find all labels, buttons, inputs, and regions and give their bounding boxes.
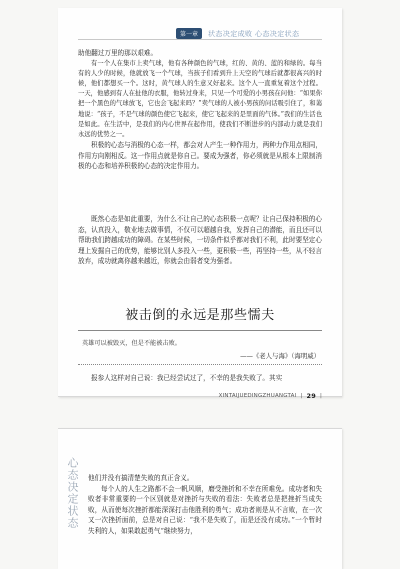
section-title: 被击倒的永远是那些懦夫 — [125, 308, 275, 323]
body-text — [88, 473, 322, 537]
epigraph-quote: 英雄可以被毁灭，但是不能被击败。 — [82, 340, 181, 347]
paragraph: 报参人这样对自己说：我已经尝试过了，不幸的是我失败了。其实 — [91, 374, 283, 382]
page-number: 29 — [306, 392, 316, 400]
paragraph: 既然心态是如此重要，为什么不让自己的心态积极一点呢？让自己保持积极的心态，认真投入，敬业地去做事情，不仅可以超越自我，发挥自己的潜能，而且还可以帮助我们跨越成功的障碍。在某些时候，一切条件似乎都对我们不利，此时要坚定心理上发掘自己的优势，能够比别人多投入一些，更积极一些，再坚持一些，从不轻言放弃，成功就离你越来越近，你就会由弱者变为强者。 — [78, 215, 322, 266]
footer-running-text: XINTAIJUEDINGZHUANGTAI — [218, 393, 297, 399]
book-page-29 — [58, 8, 342, 400]
divider — [78, 364, 322, 365]
chapter-badge: 第一章 — [176, 28, 202, 39]
body-text — [78, 214, 322, 267]
paragraph: 有一个人在集市上卖气球，他有各种颜色的气球，红的、黄的、蓝的和绿的。每当有的人少的时候，他就放飞一个气球，当孩子们看到升上天空的气球后就都很高兴的时候，他们都想买一个。这时，黄气球人的生意又好起来。这个人一直重复着这个过程。一天，他感到有人在扯他的衣服，他转过身来，只见一个可爱的小男孩在问他：“如果你把一个黑色的气球放飞，它也会飞起来吗？”卖气球的人被小男孩的问话吸引住了，和蔼地说：“孩子，不是气球的颜色使它飞起来，使它飞起来的是里面的气体。”我们的生活也是如此。在生活中，是我们的内心世界在起作用，使我们不断进步的内部动力就是我们永远的优势之一。 — [78, 59, 322, 139]
epigraph-author: ——《老人与海》（海明威） — [240, 352, 320, 360]
header-title: 状态决定成败 心态决定状态 — [208, 29, 300, 38]
running-header — [176, 28, 299, 39]
page-footer: XINTAIJUEDINGZHUANGTAI | 29 | — [218, 392, 322, 400]
paragraph: 助他翻过万里的那以艰难。 — [78, 49, 158, 57]
divider — [78, 330, 322, 331]
paragraph: 每个人的人生之路都不会一帆风顺，磨受挫折和不幸在所难免。成功者和失败者非常重要的一个区别就是对挫折与失败的看法：失败者总是把挫折当成失败，从而使每次挫折都能深深打击他胜利的勇气；成功者则是从不言败，在一次又一次挫折面前，总是对自己说：“我不是失败了，而是还没有成功。”一个暂时失利的人，如果敢起勇气“继续努力， — [88, 484, 322, 535]
paragraph: 他们并没有搞清楚失败的真正含义。 — [88, 474, 194, 482]
side-title: 心态决定状态 — [66, 457, 79, 529]
body-text — [78, 48, 322, 172]
header-rule — [78, 39, 322, 40]
paragraph: 积极的心态与消极的心态一样，都会对人产生一种作用力，两种力作用点相同，作用方向刚相反。这一作用点就是你自己。要成为强者，你必须就是从根本上限制消极的心态和培养积极的心态的决定作用力。 — [78, 141, 322, 171]
book-page-30 — [58, 428, 342, 569]
